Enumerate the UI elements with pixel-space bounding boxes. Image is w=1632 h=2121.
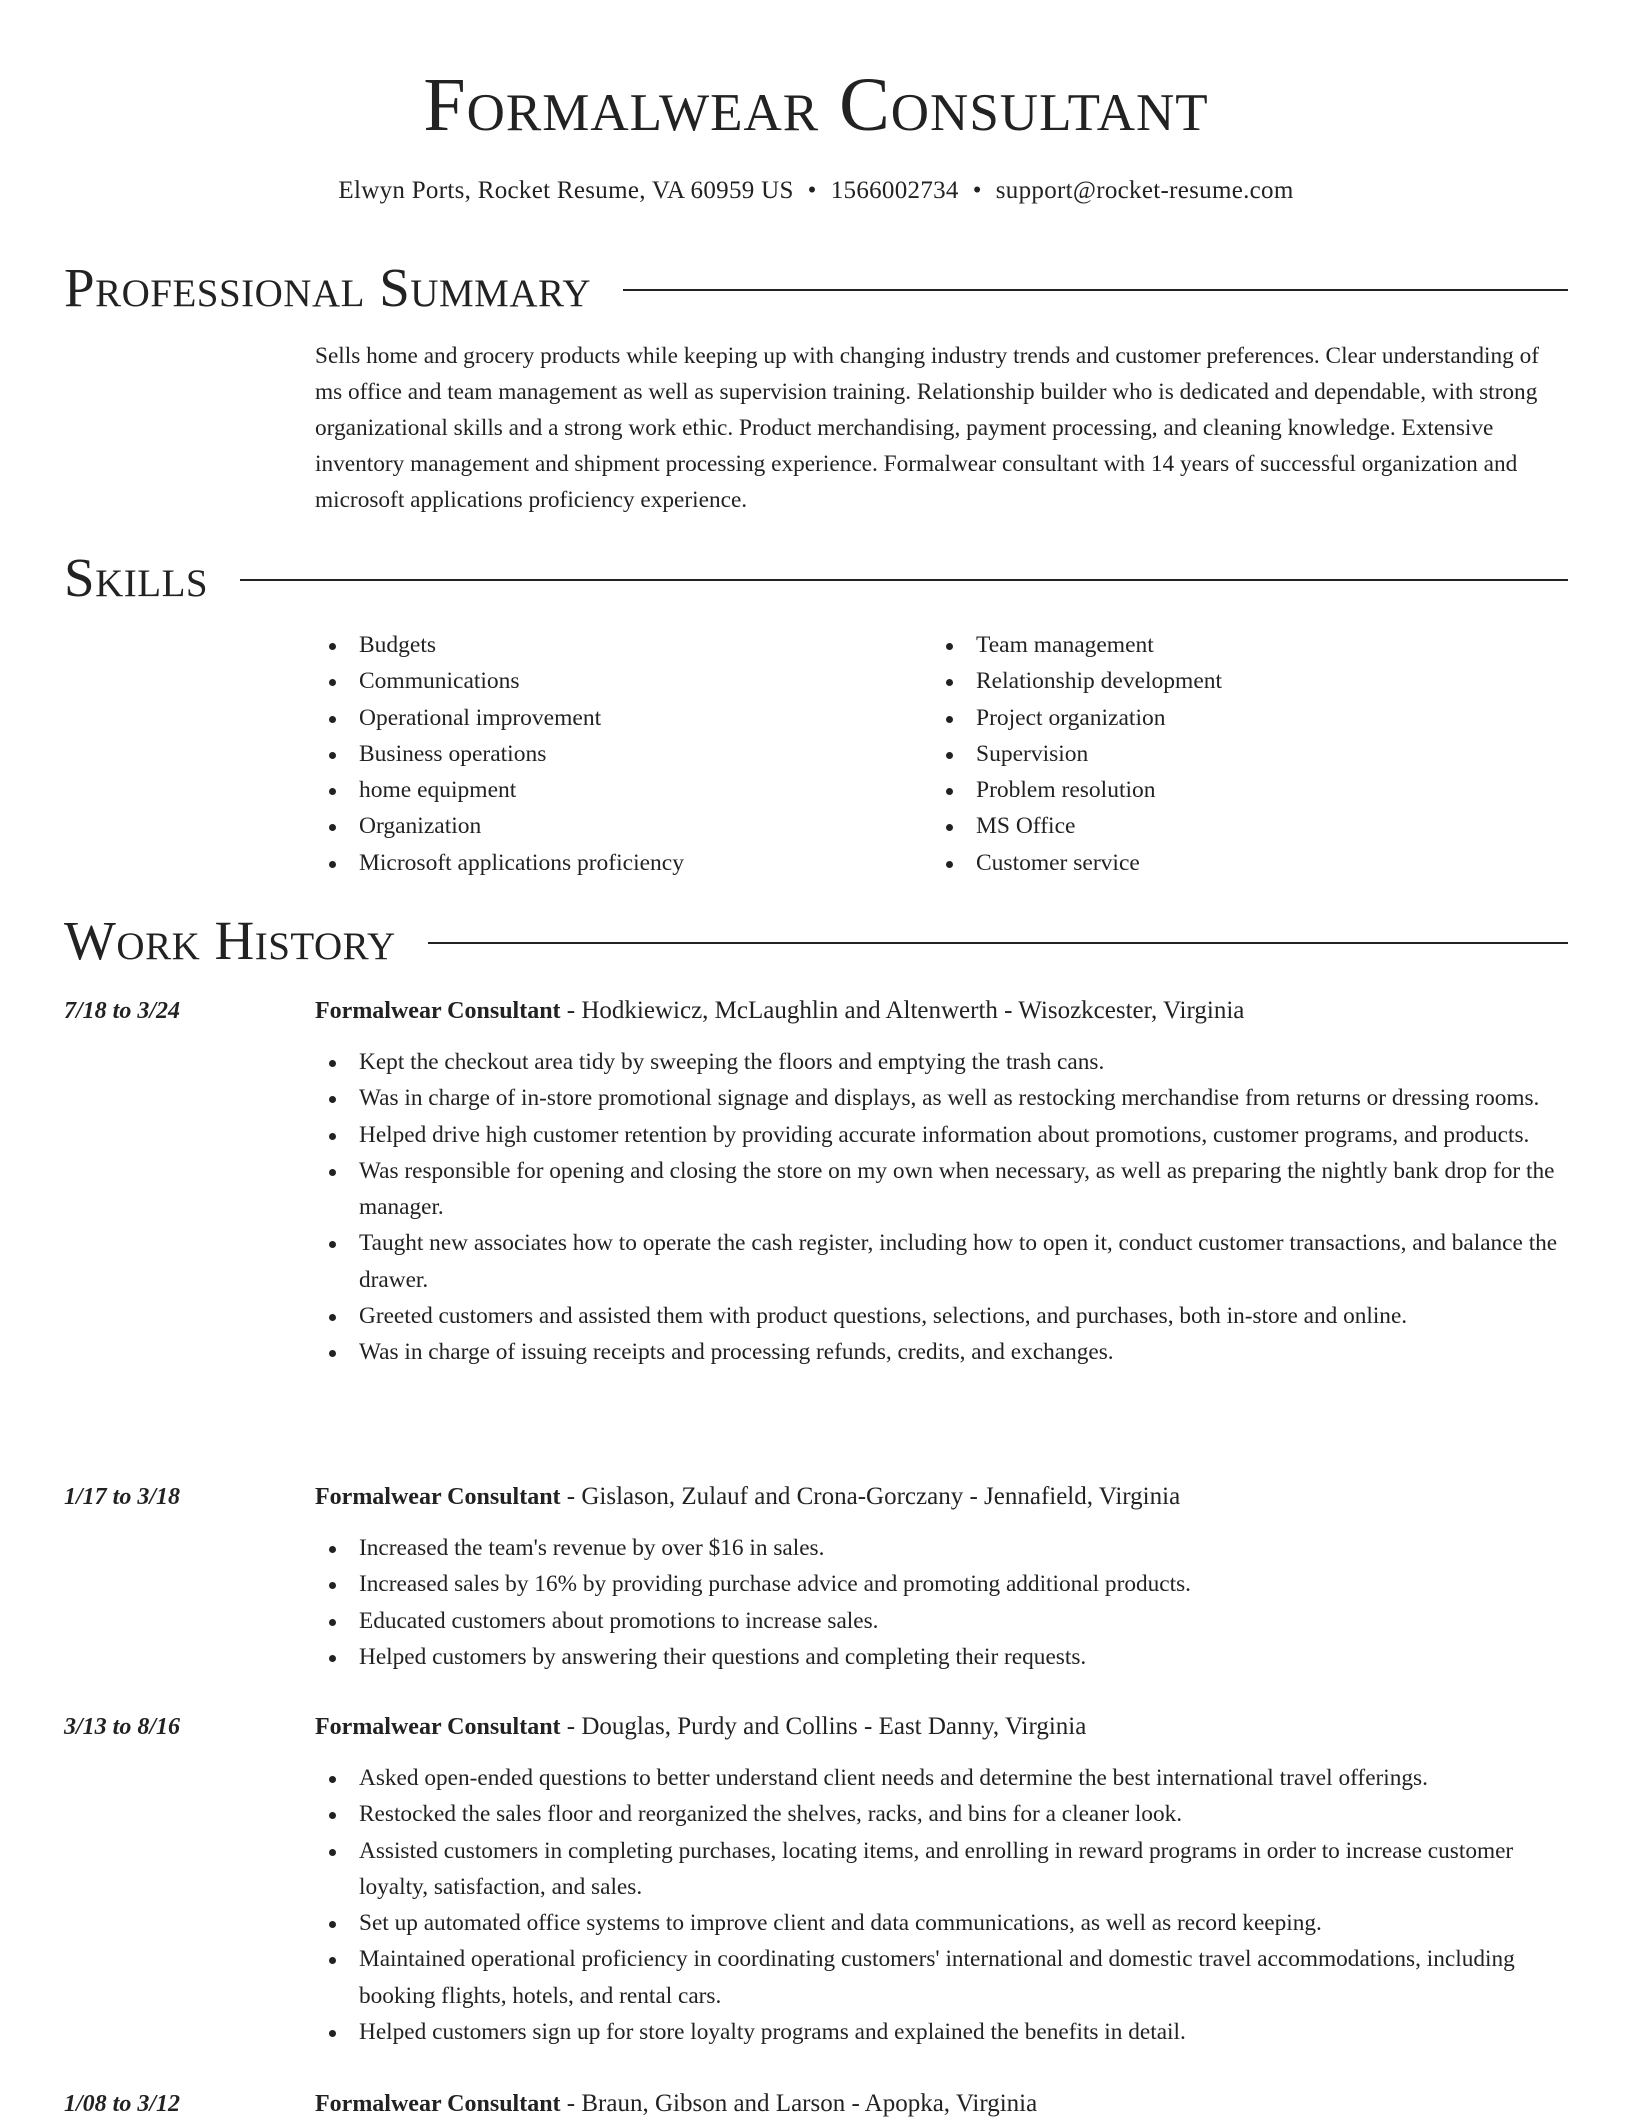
- job-bullet-item: Was in charge of issuing receipts and processing refunds, credits, and exchanges.: [315, 1334, 1570, 1370]
- resume-name: Formalwear Consultant: [423, 63, 1209, 147]
- job-dates: 1/08 to 3/12: [64, 2091, 181, 2117]
- skill-item: Problem resolution: [932, 772, 1552, 808]
- contact-line: [0, 174, 1632, 208]
- job-dates: 3/13 to 8/16: [64, 1714, 181, 1740]
- contact-phone: 1566002734: [830, 177, 959, 204]
- contact-separator: •: [807, 177, 817, 204]
- contact-address: Elwyn Ports, Rocket Resume, VA 60959 US: [338, 177, 794, 204]
- job-bullet-item: Helped customers sign up for store loyalty programs and explained the benefits in detail.: [315, 2014, 1570, 2050]
- job-bullets: [315, 1530, 1570, 1675]
- skills-list-left: [315, 627, 915, 881]
- summary-text: Sells home and grocery products while keeping up with changing industry trends and customer preferences. Clear understanding of ms office and team management as well as supervision training. Relationship builder who is dedicated and dependable, with strong organizational skills and a strong work ethic. Product merchandising, payment processing, and cleaning knowledge. Extensive inventory management and shipment processing experience. Formalwear consultant with 14 years of successful organization and microsoft applications proficiency experience.: [315, 343, 1540, 513]
- job-bullet-item: Taught new associates how to operate the cash register, including how to open it, conduct customer transactions, and balance the drawer.: [315, 1225, 1570, 1298]
- contact-email[interactable]: support@rocket-resume.com: [995, 177, 1294, 204]
- job-title: Formalwear Consultant: [315, 1714, 561, 1740]
- summary-section-title: Professional Summary: [64, 257, 592, 318]
- job-header: [315, 1480, 1570, 1514]
- job-bullet-item: Educated customers about promotions to increase sales.: [315, 1603, 1570, 1639]
- skills-list-right: [932, 627, 1552, 881]
- job-employer-location: - Braun, Gibson and Larson - Apopka, Virginia: [560, 2090, 1038, 2117]
- job-bullet-item: Helped customers by answering their questions and completing their requests.: [315, 1639, 1570, 1675]
- work-section-title: Work History: [64, 910, 396, 971]
- skill-item: Business operations: [315, 736, 915, 772]
- job-bullet-item: Maintained operational proficiency in coordinating customers' international and domestic travel accommodations, including booking flights, hotels, and rental cars.: [315, 1941, 1570, 2014]
- skill-item: Budgets: [315, 627, 915, 663]
- skill-item: Microsoft applications proficiency: [315, 845, 915, 881]
- job-employer-location: - Gislason, Zulauf and Crona-Gorczany - Jennafield, Virginia: [560, 1483, 1181, 1510]
- job-bullets: [315, 1760, 1570, 2050]
- job-header: [315, 994, 1570, 1028]
- job-dates: 1/17 to 3/18: [64, 1484, 181, 1510]
- skill-item: Customer service: [932, 845, 1552, 881]
- job-bullet-item: Was responsible for opening and closing the store on my own when necessary, as well as preparing the nightly bank drop for the manager.: [315, 1153, 1570, 1226]
- job-bullet-item: Was in charge of in-store promotional signage and displays, as well as restocking merchandise from returns or dressing rooms.: [315, 1080, 1570, 1116]
- skill-item: Relationship development: [932, 663, 1552, 699]
- job-employer-location: - Hodkiewicz, McLaughlin and Altenwerth - Wisozkcester, Virginia: [560, 997, 1245, 1024]
- section-divider: [240, 579, 1568, 581]
- work-section-header: [64, 909, 1568, 973]
- skills-section-title: Skills: [64, 547, 209, 608]
- job-bullets: [315, 1044, 1570, 1371]
- skill-item: Project organization: [932, 700, 1552, 736]
- job-title: Formalwear Consultant: [315, 1484, 561, 1510]
- skill-item: Team management: [932, 627, 1552, 663]
- skill-item: Organization: [315, 808, 915, 844]
- job-bullet-item: Restocked the sales floor and reorganized the shelves, racks, and bins for a cleaner look.: [315, 1796, 1570, 1832]
- job-bullet-item: Increased sales by 16% by providing purchase advice and promoting additional products.: [315, 1566, 1570, 1602]
- section-divider: [623, 289, 1568, 291]
- skill-item: MS Office: [932, 808, 1552, 844]
- section-divider: [428, 942, 1568, 944]
- skill-item: Communications: [315, 663, 915, 699]
- job-bullet-item: Assisted customers in completing purchases, locating items, and enrolling in reward programs in order to increase customer loyalty, satisfaction, and sales.: [315, 1833, 1570, 1906]
- job-bullet-item: Increased the team's revenue by over $16 in sales.: [315, 1530, 1570, 1566]
- skill-item: home equipment: [315, 772, 915, 808]
- job-bullet-item: Kept the checkout area tidy by sweeping the floors and emptying the trash cans.: [315, 1044, 1570, 1080]
- job-bullet-item: Greeted customers and assisted them with product questions, selections, and purchases, both in-store and online.: [315, 1298, 1570, 1334]
- job-dates: 7/18 to 3/24: [64, 998, 181, 1024]
- job-title: Formalwear Consultant: [315, 2091, 561, 2117]
- job-title: Formalwear Consultant: [315, 998, 561, 1024]
- job-bullet-item: Helped drive high customer retention by providing accurate information about promotions, customer programs, and products.: [315, 1117, 1570, 1153]
- summary-section-header: [64, 256, 1568, 320]
- skill-item: Supervision: [932, 736, 1552, 772]
- skills-section-header: [64, 546, 1568, 610]
- contact-separator: •: [972, 177, 982, 204]
- job-employer-location: - Douglas, Purdy and Collins - East Danny, Virginia: [560, 1713, 1087, 1740]
- job-bullet-item: Set up automated office systems to improve client and data communications, as well as record keeping.: [315, 1905, 1570, 1941]
- skill-item: Operational improvement: [315, 700, 915, 736]
- job-bullet-item: Asked open-ended questions to better understand client needs and determine the best international travel offerings.: [315, 1760, 1570, 1796]
- job-header: [315, 2087, 1570, 2121]
- job-header: [315, 1710, 1570, 1744]
